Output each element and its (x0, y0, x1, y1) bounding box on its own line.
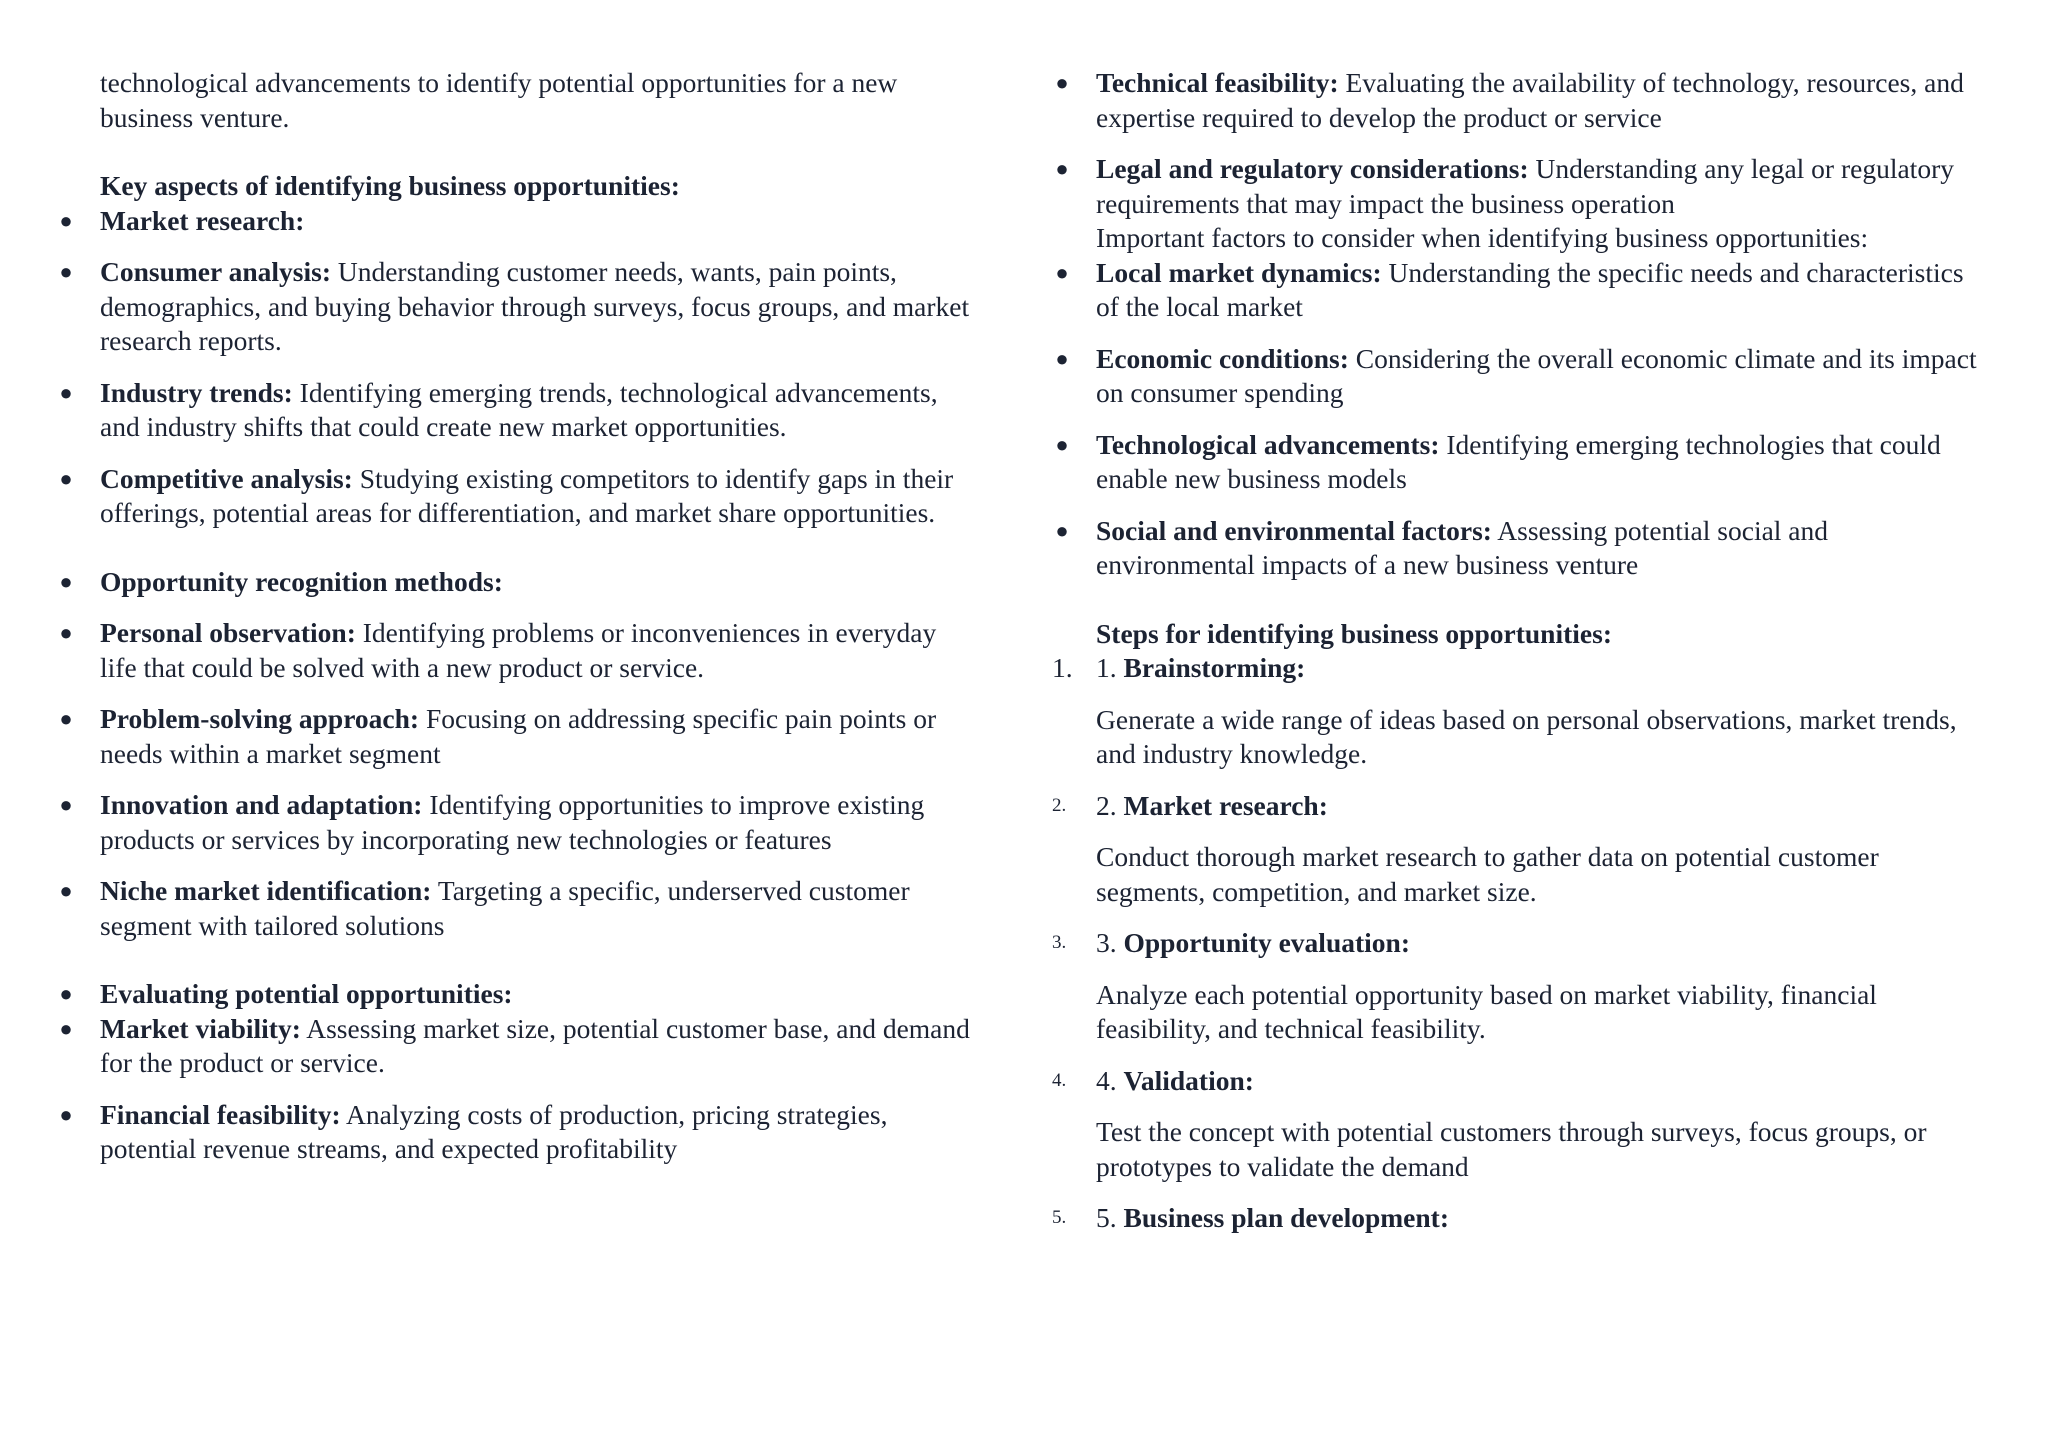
step-prefix: 3. (1096, 927, 1124, 958)
bullet-icon: ● (59, 379, 73, 405)
item-text: Assessing market size, potential customer base, and demand for the product or service. (100, 1012, 970, 1078)
bullet-icon: ● (59, 878, 73, 903)
list-item (59, 874, 970, 943)
item-term: Consumer analysis: (100, 256, 331, 287)
item-term: Innovation and adaptation: (100, 789, 423, 820)
item-text: Considering the overall economic climate and its impact on consumer spending (1096, 342, 1977, 408)
step-item (1052, 789, 1986, 910)
step-prefix: 2. (1096, 789, 1124, 821)
item-text: Identifying emerging technologies that could enable new business models (1096, 428, 1941, 494)
step-title: Market research: (1123, 789, 1328, 821)
step-title: Brainstorming: (1123, 652, 1306, 683)
bullet-icon: ● (59, 792, 73, 817)
evaluating-list (59, 977, 970, 1167)
item-term: Economic conditions: (1096, 342, 1349, 374)
list-item (59, 462, 970, 531)
item-text: Understanding any legal or regulatory requirements that may impact the business operation (1096, 153, 1954, 219)
bullet-icon: ● (59, 1015, 73, 1041)
list-item (59, 255, 970, 359)
bullet-icon: ● (59, 1101, 73, 1127)
step-marker: 2. (1052, 794, 1067, 816)
step-title: Validation: (1123, 1064, 1254, 1096)
item-text: Identifying opportunities to improve existing products or services by incorporating new technologies or features (100, 789, 925, 855)
bullet-icon: ● (59, 465, 73, 491)
step-item (1052, 1064, 1986, 1185)
step-prefix: 1. (1096, 652, 1124, 683)
list-item (59, 376, 970, 445)
list-item (1055, 514, 1986, 583)
item-term: Social and environmental factors: (1096, 514, 1492, 546)
step-description: Generate a wide range of ideas based on personal observations, market trends, and industry knowledge. (1096, 703, 1957, 769)
bullet-icon: ● (59, 568, 73, 594)
step-description: Test the concept with potential customers through surveys, focus groups, or prototypes to validate the demand (1096, 1116, 1927, 1182)
step-title: Opportunity evaluation: (1123, 927, 1410, 958)
item-text: Analyzing costs of production, pricing strategies, potential revenue streams, and expected profitability (100, 1098, 888, 1164)
step-marker: 1. (1052, 652, 1073, 683)
item-text: Identifying emerging trends, technological advancements, and industry shifts that could create new market opportunities. (100, 376, 938, 442)
item-text: Identifying problems or inconveniences in everyday life that could be solved with a new product or service. (100, 617, 937, 683)
item-term: Technological advancements: (1096, 428, 1440, 460)
item-term: Market viability: (100, 1012, 301, 1044)
bullet-icon: ● (59, 207, 73, 233)
list-item (59, 565, 970, 600)
item-term: Personal observation: (100, 617, 356, 648)
evaluating-list-continued (1055, 66, 1986, 221)
step-description: Analyze each potential opportunity based on market viability, financial feasibility, and technical feasibility. (1096, 978, 1877, 1044)
item-text: Assessing potential social and environmental impacts of a new business venture (1096, 514, 1829, 580)
list-item (1055, 152, 1986, 221)
bullet-icon: ● (1055, 431, 1069, 457)
list-item (59, 616, 970, 685)
bullet-icon: ● (1055, 156, 1069, 181)
bullet-icon: ● (59, 620, 73, 645)
step-item (1052, 651, 1986, 772)
section-heading-evaluating: Evaluating potential opportunities: (100, 978, 513, 1009)
step-item (1052, 926, 1986, 1047)
intro-paragraph: technological advancements to identify potential opportunities for a new business venture. (100, 67, 898, 133)
list-item (59, 204, 970, 239)
factors-list (1055, 256, 1986, 583)
item-text: Understanding customer needs, wants, pain points, demographics, and buying behavior through surveys, focus groups, and market research reports. (100, 256, 970, 356)
item-text: Focusing on addressing specific pain points or needs within a market segment (100, 703, 937, 769)
item-text: Studying existing competitors to identify gaps in their offerings, potential areas for differentiation, and market share opportunities. (100, 462, 954, 528)
item-term: Financial feasibility: (100, 1098, 341, 1130)
section-heading-opportunity-methods: Opportunity recognition methods: (100, 565, 503, 597)
list-item (59, 977, 970, 1012)
bullet-icon: ● (1055, 345, 1069, 371)
steps-heading: Steps for identifying business opportunities: (1096, 617, 1612, 649)
list-item (59, 702, 970, 771)
item-term: Competitive analysis: (100, 462, 353, 494)
list-item (59, 1012, 970, 1081)
key-aspects-heading: Key aspects of identifying business opportunities: (100, 170, 680, 201)
item-text: Targeting a specific, underserved customer segment with tailored solutions (100, 875, 910, 941)
market-research-list (59, 204, 970, 531)
item-term: Industry trends: (100, 376, 293, 408)
item-text: Evaluating the availability of technology, resources, and expertise required to develop the product or service (1096, 67, 1964, 133)
opportunity-methods-list (59, 565, 970, 944)
bullet-icon: ● (59, 259, 73, 284)
factors-intro: Important factors to consider when identifying business opportunities: (1096, 222, 1869, 253)
right-column (1052, 66, 1986, 1236)
list-item (1055, 428, 1986, 497)
bullet-icon: ● (59, 706, 73, 731)
list-item (1055, 342, 1986, 411)
step-title: Business plan development: (1123, 1202, 1449, 1233)
list-item (1055, 256, 1986, 325)
left-column (59, 66, 970, 1184)
bullet-icon: ● (59, 981, 73, 1006)
item-term: Niche market identification: (100, 875, 432, 906)
bullet-icon: ● (1055, 259, 1069, 285)
step-marker: 5. (1052, 1207, 1067, 1228)
step-marker: 3. (1052, 932, 1067, 953)
section-heading-market-research: Market research: (100, 204, 305, 236)
item-term: Problem-solving approach: (100, 703, 420, 734)
step-description: Conduct thorough market research to gather data on potential customer segments, competition, and market size. (1096, 841, 1879, 907)
step-prefix: 4. (1096, 1064, 1124, 1096)
bullet-icon: ● (1055, 70, 1069, 95)
step-item (1052, 1201, 1986, 1236)
item-text: Understanding the specific needs and characteristics of the local market (1096, 256, 1964, 322)
item-term: Local market dynamics: (1096, 256, 1382, 288)
step-prefix: 5. (1096, 1202, 1124, 1233)
item-term: Technical feasibility: (1096, 67, 1339, 98)
list-item (1055, 66, 1986, 135)
step-marker: 4. (1052, 1069, 1067, 1091)
list-item (59, 788, 970, 857)
steps-list (1052, 651, 1986, 1236)
bullet-icon: ● (1055, 517, 1069, 543)
item-term: Legal and regulatory considerations: (1096, 153, 1529, 184)
list-item (59, 1098, 970, 1167)
